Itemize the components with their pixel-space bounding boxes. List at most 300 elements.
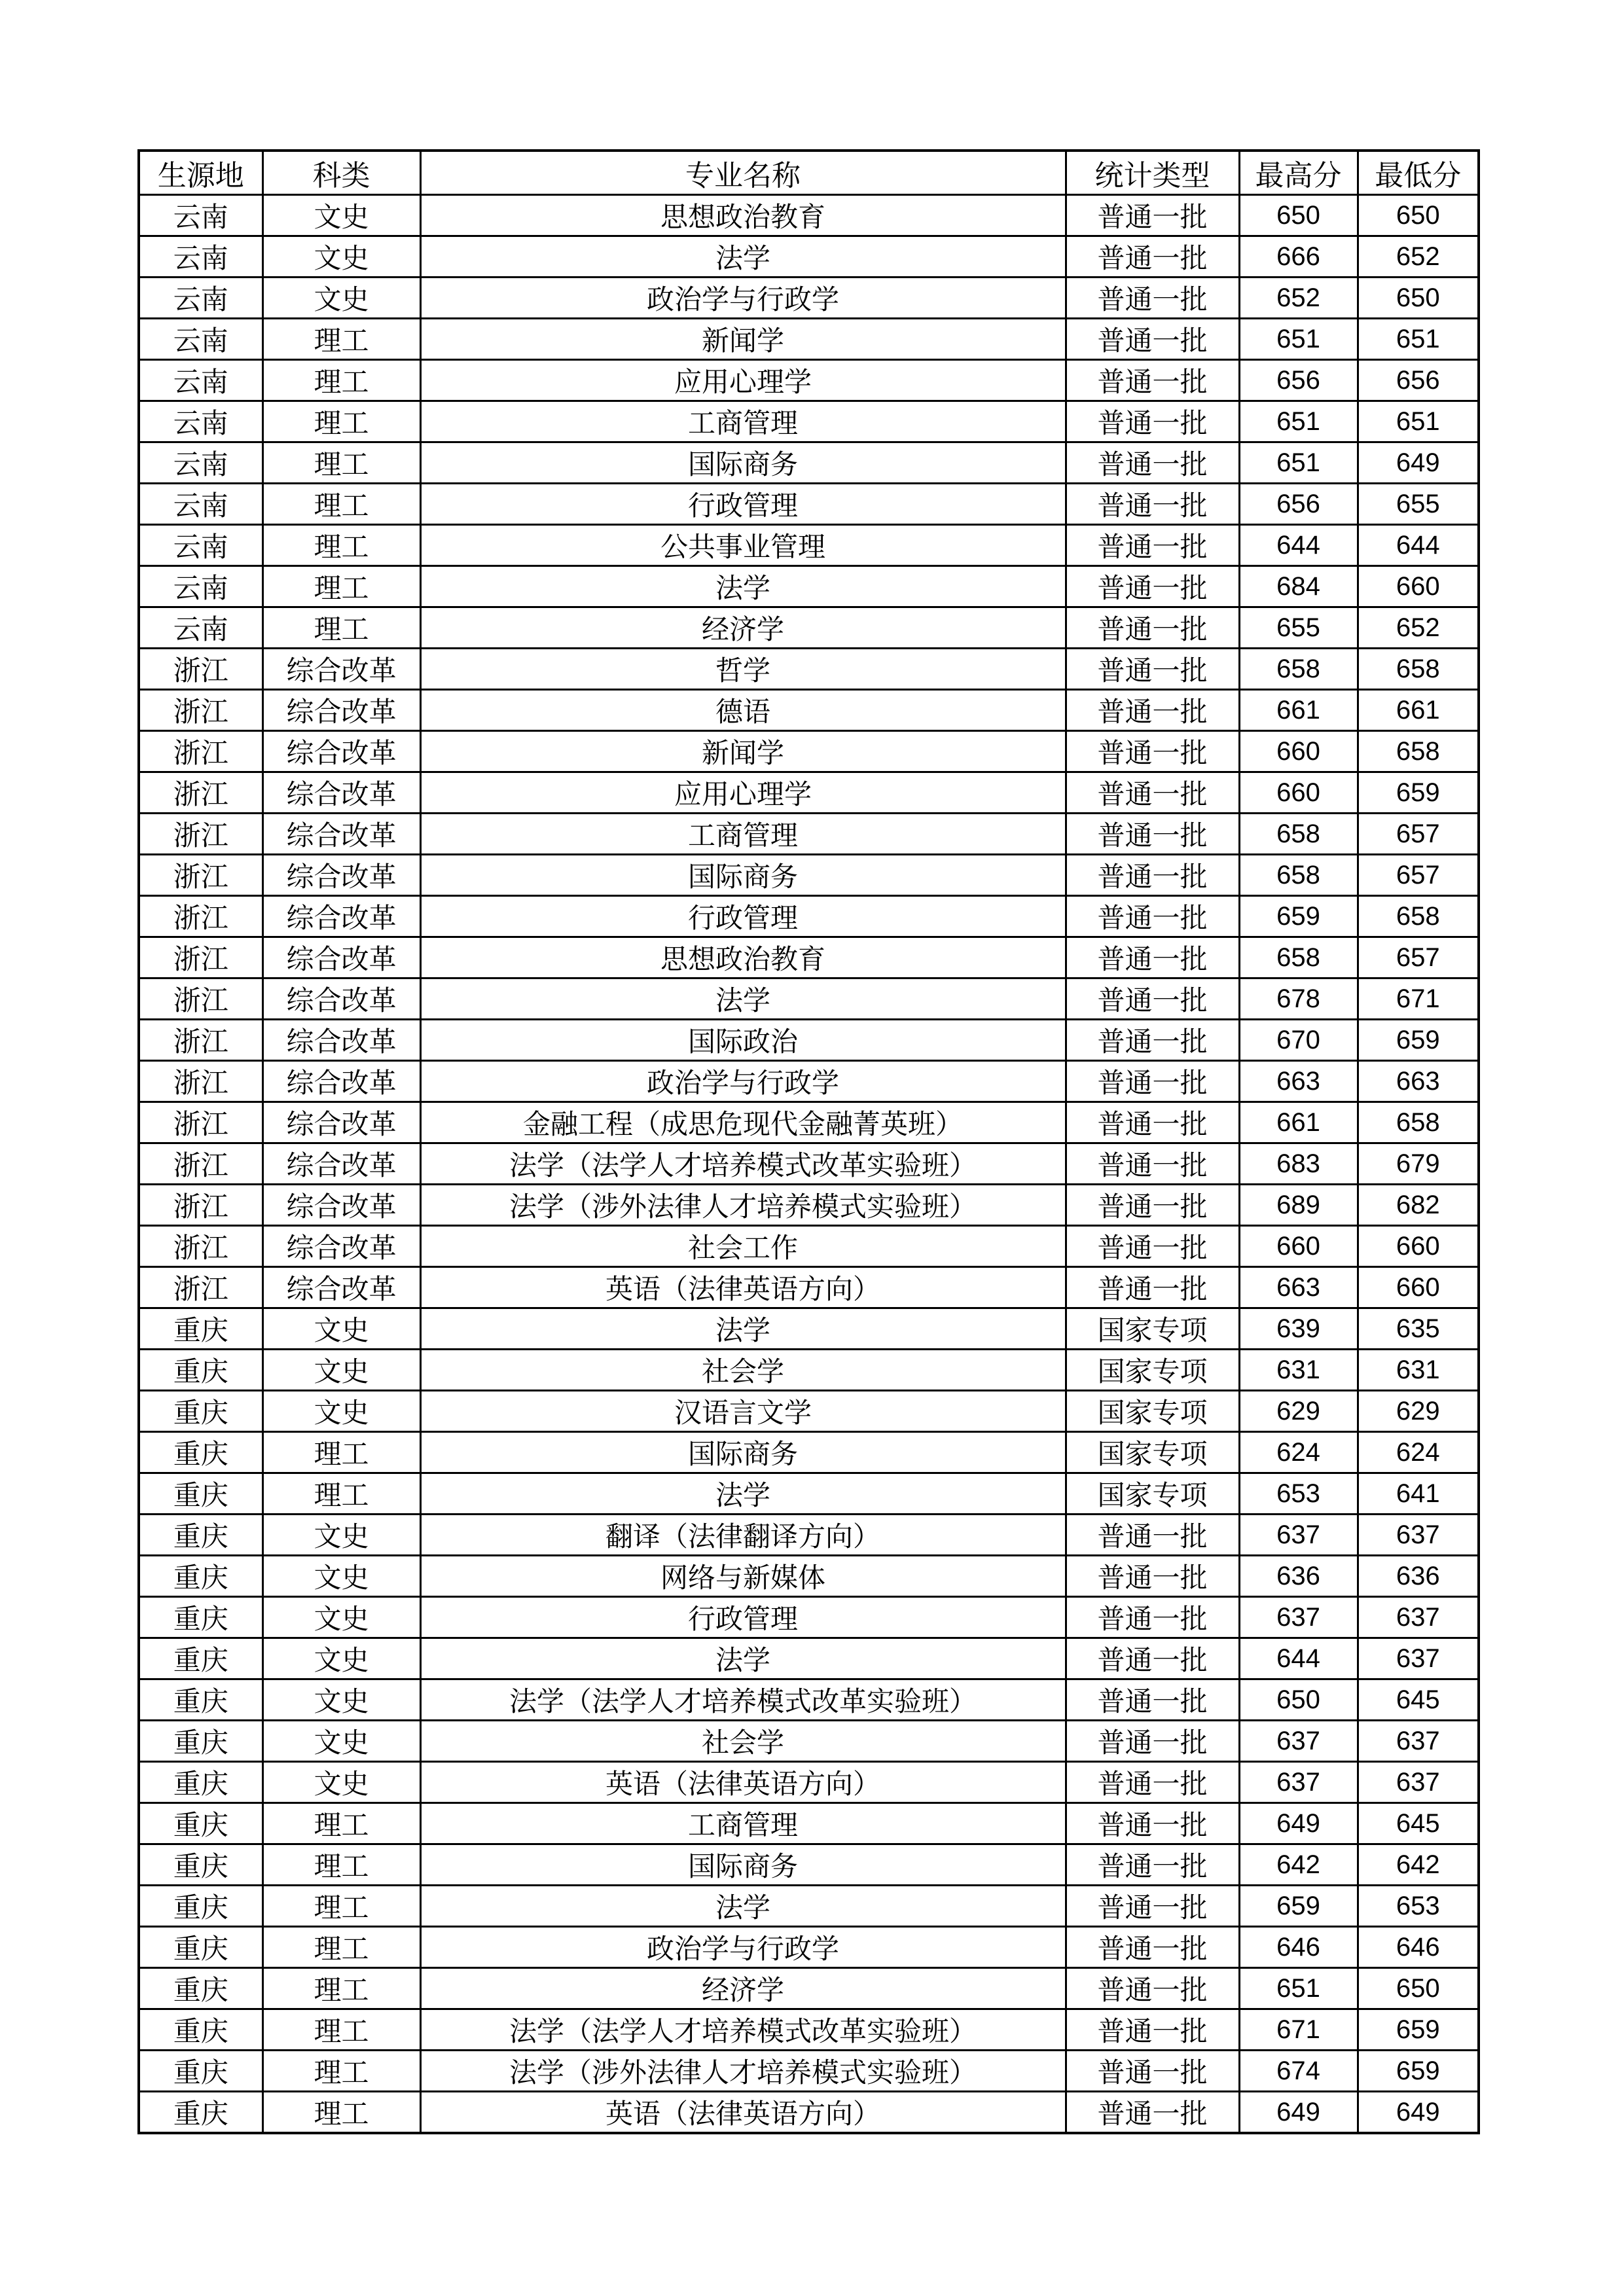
cell-max-score: 651 bbox=[1239, 442, 1358, 484]
cell-batch-type: 普通一批 bbox=[1066, 937, 1239, 978]
cell-batch-type: 普通一批 bbox=[1066, 236, 1239, 278]
cell-batch-type: 普通一批 bbox=[1066, 442, 1239, 484]
cell-min-score: 659 bbox=[1358, 2051, 1479, 2092]
cell-max-score: 660 bbox=[1239, 731, 1358, 772]
table-row bbox=[139, 896, 1479, 937]
cell-origin: 云南 bbox=[139, 319, 262, 360]
cell-category: 综合改革 bbox=[262, 690, 420, 731]
table-row bbox=[139, 1886, 1479, 1927]
cell-origin: 重庆 bbox=[139, 2051, 262, 2092]
cell-max-score: 661 bbox=[1239, 1102, 1358, 1143]
table-row bbox=[139, 442, 1479, 484]
table-row bbox=[139, 1844, 1479, 1886]
cell-origin: 重庆 bbox=[139, 2092, 262, 2134]
cell-major: 经济学 bbox=[420, 607, 1066, 649]
header-category: 科类 bbox=[262, 151, 420, 195]
cell-batch-type: 普通一批 bbox=[1066, 1968, 1239, 2009]
cell-max-score: 670 bbox=[1239, 1020, 1358, 1061]
cell-origin: 浙江 bbox=[139, 690, 262, 731]
cell-category: 文史 bbox=[262, 1556, 420, 1597]
cell-category: 文史 bbox=[262, 1638, 420, 1679]
header-row bbox=[139, 151, 1479, 195]
cell-min-score: 659 bbox=[1358, 772, 1479, 814]
cell-min-score: 624 bbox=[1358, 1432, 1479, 1473]
cell-origin: 重庆 bbox=[139, 1473, 262, 1515]
cell-min-score: 637 bbox=[1358, 1762, 1479, 1803]
cell-min-score: 660 bbox=[1358, 1267, 1479, 1308]
cell-major: 英语（法律英语方向） bbox=[420, 2092, 1066, 2134]
header-batch-type: 统计类型 bbox=[1066, 151, 1239, 195]
cell-origin: 浙江 bbox=[139, 1143, 262, 1185]
cell-max-score: 658 bbox=[1239, 649, 1358, 690]
cell-category: 文史 bbox=[262, 1391, 420, 1432]
cell-major: 政治学与行政学 bbox=[420, 278, 1066, 319]
cell-max-score: 666 bbox=[1239, 236, 1358, 278]
cell-major: 行政管理 bbox=[420, 1597, 1066, 1638]
cell-major: 金融工程（成思危现代金融菁英班） bbox=[420, 1102, 1066, 1143]
cell-category: 理工 bbox=[262, 2092, 420, 2134]
cell-max-score: 671 bbox=[1239, 2009, 1358, 2051]
cell-category: 理工 bbox=[262, 1473, 420, 1515]
cell-min-score: 637 bbox=[1358, 1721, 1479, 1762]
cell-category: 理工 bbox=[262, 1968, 420, 2009]
cell-category: 综合改革 bbox=[262, 1226, 420, 1267]
cell-batch-type: 普通一批 bbox=[1066, 1762, 1239, 1803]
cell-major: 应用心理学 bbox=[420, 772, 1066, 814]
cell-major: 工商管理 bbox=[420, 814, 1066, 855]
cell-category: 理工 bbox=[262, 2051, 420, 2092]
cell-max-score: 674 bbox=[1239, 2051, 1358, 2092]
cell-major: 法学（法学人才培养模式改革实验班） bbox=[420, 1143, 1066, 1185]
cell-min-score: 637 bbox=[1358, 1638, 1479, 1679]
cell-batch-type: 普通一批 bbox=[1066, 1679, 1239, 1721]
cell-major: 国际政治 bbox=[420, 1020, 1066, 1061]
cell-batch-type: 普通一批 bbox=[1066, 814, 1239, 855]
cell-min-score: 671 bbox=[1358, 978, 1479, 1020]
cell-max-score: 637 bbox=[1239, 1721, 1358, 1762]
admission-scores-table bbox=[137, 149, 1480, 2134]
cell-major: 法学 bbox=[420, 1473, 1066, 1515]
cell-max-score: 646 bbox=[1239, 1927, 1358, 1968]
cell-batch-type: 普通一批 bbox=[1066, 1597, 1239, 1638]
cell-max-score: 663 bbox=[1239, 1267, 1358, 1308]
cell-max-score: 642 bbox=[1239, 1844, 1358, 1886]
cell-category: 文史 bbox=[262, 1350, 420, 1391]
table-row bbox=[139, 2051, 1479, 2092]
cell-max-score: 651 bbox=[1239, 319, 1358, 360]
cell-major: 工商管理 bbox=[420, 401, 1066, 442]
cell-major: 新闻学 bbox=[420, 319, 1066, 360]
cell-min-score: 644 bbox=[1358, 525, 1479, 566]
cell-category: 综合改革 bbox=[262, 896, 420, 937]
cell-batch-type: 普通一批 bbox=[1066, 1143, 1239, 1185]
cell-origin: 重庆 bbox=[139, 1886, 262, 1927]
cell-origin: 云南 bbox=[139, 607, 262, 649]
table-row bbox=[139, 978, 1479, 1020]
cell-max-score: 659 bbox=[1239, 1886, 1358, 1927]
table-row bbox=[139, 525, 1479, 566]
cell-major: 法学（涉外法律人才培养模式实验班） bbox=[420, 2051, 1066, 2092]
cell-batch-type: 普通一批 bbox=[1066, 401, 1239, 442]
cell-max-score: 644 bbox=[1239, 1638, 1358, 1679]
cell-category: 综合改革 bbox=[262, 1020, 420, 1061]
cell-max-score: 637 bbox=[1239, 1762, 1358, 1803]
table-row bbox=[139, 772, 1479, 814]
table-row bbox=[139, 1432, 1479, 1473]
cell-max-score: 683 bbox=[1239, 1143, 1358, 1185]
cell-min-score: 650 bbox=[1358, 1968, 1479, 2009]
cell-max-score: 658 bbox=[1239, 855, 1358, 896]
cell-major: 社会工作 bbox=[420, 1226, 1066, 1267]
cell-batch-type: 普通一批 bbox=[1066, 978, 1239, 1020]
table-row bbox=[139, 1638, 1479, 1679]
cell-category: 理工 bbox=[262, 1803, 420, 1844]
cell-origin: 重庆 bbox=[139, 1597, 262, 1638]
cell-major: 法学（涉外法律人才培养模式实验班） bbox=[420, 1185, 1066, 1226]
cell-batch-type: 国家专项 bbox=[1066, 1473, 1239, 1515]
cell-category: 文史 bbox=[262, 236, 420, 278]
cell-major: 英语（法律英语方向） bbox=[420, 1267, 1066, 1308]
cell-min-score: 646 bbox=[1358, 1927, 1479, 1968]
cell-origin: 重庆 bbox=[139, 1350, 262, 1391]
cell-max-score: 663 bbox=[1239, 1061, 1358, 1102]
cell-major: 哲学 bbox=[420, 649, 1066, 690]
table-row bbox=[139, 360, 1479, 401]
cell-category: 综合改革 bbox=[262, 1143, 420, 1185]
cell-max-score: 661 bbox=[1239, 690, 1358, 731]
cell-min-score: 645 bbox=[1358, 1679, 1479, 1721]
cell-min-score: 658 bbox=[1358, 731, 1479, 772]
cell-origin: 重庆 bbox=[139, 1721, 262, 1762]
cell-batch-type: 普通一批 bbox=[1066, 566, 1239, 607]
cell-category: 文史 bbox=[262, 278, 420, 319]
cell-origin: 重庆 bbox=[139, 1308, 262, 1350]
cell-origin: 云南 bbox=[139, 442, 262, 484]
table-row bbox=[139, 731, 1479, 772]
cell-major: 法学 bbox=[420, 236, 1066, 278]
cell-major: 社会学 bbox=[420, 1721, 1066, 1762]
cell-origin: 重庆 bbox=[139, 1432, 262, 1473]
cell-origin: 云南 bbox=[139, 236, 262, 278]
cell-origin: 浙江 bbox=[139, 937, 262, 978]
table-row bbox=[139, 1226, 1479, 1267]
cell-major: 经济学 bbox=[420, 1968, 1066, 2009]
table-row bbox=[139, 319, 1479, 360]
cell-batch-type: 普通一批 bbox=[1066, 319, 1239, 360]
cell-major: 翻译（法律翻译方向） bbox=[420, 1515, 1066, 1556]
cell-max-score: 624 bbox=[1239, 1432, 1358, 1473]
cell-major: 国际商务 bbox=[420, 442, 1066, 484]
cell-category: 综合改革 bbox=[262, 814, 420, 855]
cell-origin: 云南 bbox=[139, 401, 262, 442]
cell-batch-type: 国家专项 bbox=[1066, 1391, 1239, 1432]
table-row bbox=[139, 649, 1479, 690]
cell-min-score: 649 bbox=[1358, 442, 1479, 484]
cell-major: 国际商务 bbox=[420, 1432, 1066, 1473]
cell-major: 法学 bbox=[420, 1308, 1066, 1350]
cell-major: 政治学与行政学 bbox=[420, 1061, 1066, 1102]
header-min-score: 最低分 bbox=[1358, 151, 1479, 195]
cell-batch-type: 普通一批 bbox=[1066, 195, 1239, 236]
cell-min-score: 656 bbox=[1358, 360, 1479, 401]
cell-max-score: 650 bbox=[1239, 195, 1358, 236]
cell-category: 理工 bbox=[262, 2009, 420, 2051]
table-row bbox=[139, 236, 1479, 278]
cell-max-score: 636 bbox=[1239, 1556, 1358, 1597]
cell-min-score: 657 bbox=[1358, 855, 1479, 896]
cell-origin: 浙江 bbox=[139, 855, 262, 896]
table-row bbox=[139, 1020, 1479, 1061]
cell-min-score: 660 bbox=[1358, 566, 1479, 607]
cell-min-score: 655 bbox=[1358, 484, 1479, 525]
cell-batch-type: 普通一批 bbox=[1066, 1927, 1239, 1968]
cell-min-score: 651 bbox=[1358, 319, 1479, 360]
cell-min-score: 649 bbox=[1358, 2092, 1479, 2134]
cell-category: 综合改革 bbox=[262, 1102, 420, 1143]
cell-category: 理工 bbox=[262, 607, 420, 649]
cell-origin: 浙江 bbox=[139, 1061, 262, 1102]
cell-min-score: 642 bbox=[1358, 1844, 1479, 1886]
table-row bbox=[139, 1185, 1479, 1226]
cell-major: 政治学与行政学 bbox=[420, 1927, 1066, 1968]
cell-category: 综合改革 bbox=[262, 1267, 420, 1308]
cell-min-score: 659 bbox=[1358, 2009, 1479, 2051]
cell-batch-type: 普通一批 bbox=[1066, 1844, 1239, 1886]
cell-origin: 浙江 bbox=[139, 1102, 262, 1143]
table-row bbox=[139, 1391, 1479, 1432]
table-row bbox=[139, 278, 1479, 319]
cell-max-score: 651 bbox=[1239, 1968, 1358, 2009]
cell-batch-type: 普通一批 bbox=[1066, 525, 1239, 566]
cell-max-score: 660 bbox=[1239, 1226, 1358, 1267]
cell-major: 法学（法学人才培养模式改革实验班） bbox=[420, 2009, 1066, 2051]
cell-max-score: 659 bbox=[1239, 896, 1358, 937]
cell-category: 理工 bbox=[262, 525, 420, 566]
cell-major: 社会学 bbox=[420, 1350, 1066, 1391]
cell-origin: 重庆 bbox=[139, 1679, 262, 1721]
cell-origin: 重庆 bbox=[139, 1927, 262, 1968]
cell-category: 综合改革 bbox=[262, 855, 420, 896]
cell-max-score: 639 bbox=[1239, 1308, 1358, 1350]
cell-max-score: 637 bbox=[1239, 1597, 1358, 1638]
table-row bbox=[139, 1473, 1479, 1515]
cell-max-score: 652 bbox=[1239, 278, 1358, 319]
cell-max-score: 656 bbox=[1239, 360, 1358, 401]
cell-batch-type: 普通一批 bbox=[1066, 2009, 1239, 2051]
table-row bbox=[139, 401, 1479, 442]
cell-batch-type: 普通一批 bbox=[1066, 1638, 1239, 1679]
cell-min-score: 661 bbox=[1358, 690, 1479, 731]
table-row bbox=[139, 690, 1479, 731]
cell-batch-type: 普通一批 bbox=[1066, 649, 1239, 690]
cell-batch-type: 普通一批 bbox=[1066, 896, 1239, 937]
cell-major: 国际商务 bbox=[420, 855, 1066, 896]
cell-batch-type: 普通一批 bbox=[1066, 1803, 1239, 1844]
cell-major: 汉语言文学 bbox=[420, 1391, 1066, 1432]
cell-origin: 浙江 bbox=[139, 772, 262, 814]
table-row bbox=[139, 855, 1479, 896]
cell-origin: 云南 bbox=[139, 566, 262, 607]
cell-origin: 重庆 bbox=[139, 1844, 262, 1886]
cell-origin: 浙江 bbox=[139, 1185, 262, 1226]
cell-min-score: 651 bbox=[1358, 401, 1479, 442]
cell-origin: 浙江 bbox=[139, 896, 262, 937]
table-row bbox=[139, 195, 1479, 236]
cell-min-score: 658 bbox=[1358, 1102, 1479, 1143]
cell-max-score: 650 bbox=[1239, 1679, 1358, 1721]
cell-origin: 浙江 bbox=[139, 814, 262, 855]
cell-origin: 云南 bbox=[139, 195, 262, 236]
cell-min-score: 657 bbox=[1358, 937, 1479, 978]
cell-category: 文史 bbox=[262, 195, 420, 236]
cell-major: 新闻学 bbox=[420, 731, 1066, 772]
cell-batch-type: 普通一批 bbox=[1066, 1226, 1239, 1267]
cell-origin: 云南 bbox=[139, 278, 262, 319]
cell-batch-type: 普通一批 bbox=[1066, 278, 1239, 319]
cell-min-score: 660 bbox=[1358, 1226, 1479, 1267]
cell-category: 理工 bbox=[262, 566, 420, 607]
cell-major: 法学 bbox=[420, 566, 1066, 607]
cell-major: 思想政治教育 bbox=[420, 937, 1066, 978]
table-row bbox=[139, 1267, 1479, 1308]
cell-category: 文史 bbox=[262, 1308, 420, 1350]
table-row bbox=[139, 1721, 1479, 1762]
cell-batch-type: 普通一批 bbox=[1066, 360, 1239, 401]
cell-min-score: 659 bbox=[1358, 1020, 1479, 1061]
table-row bbox=[139, 1102, 1479, 1143]
table-row bbox=[139, 607, 1479, 649]
cell-batch-type: 国家专项 bbox=[1066, 1308, 1239, 1350]
cell-major: 行政管理 bbox=[420, 484, 1066, 525]
table-row bbox=[139, 484, 1479, 525]
table-row bbox=[139, 1968, 1479, 2009]
cell-major: 公共事业管理 bbox=[420, 525, 1066, 566]
cell-batch-type: 普通一批 bbox=[1066, 1267, 1239, 1308]
cell-min-score: 682 bbox=[1358, 1185, 1479, 1226]
cell-origin: 浙江 bbox=[139, 1020, 262, 1061]
cell-max-score: 649 bbox=[1239, 1803, 1358, 1844]
cell-origin: 重庆 bbox=[139, 1391, 262, 1432]
cell-batch-type: 普通一批 bbox=[1066, 690, 1239, 731]
cell-batch-type: 普通一批 bbox=[1066, 1020, 1239, 1061]
cell-max-score: 656 bbox=[1239, 484, 1358, 525]
cell-max-score: 689 bbox=[1239, 1185, 1358, 1226]
cell-min-score: 650 bbox=[1358, 195, 1479, 236]
cell-major: 国际商务 bbox=[420, 1844, 1066, 1886]
cell-min-score: 663 bbox=[1358, 1061, 1479, 1102]
table-row bbox=[139, 1803, 1479, 1844]
cell-batch-type: 普通一批 bbox=[1066, 731, 1239, 772]
cell-max-score: 653 bbox=[1239, 1473, 1358, 1515]
cell-category: 理工 bbox=[262, 1432, 420, 1473]
cell-batch-type: 普通一批 bbox=[1066, 1102, 1239, 1143]
cell-origin: 重庆 bbox=[139, 2009, 262, 2051]
cell-min-score: 653 bbox=[1358, 1886, 1479, 1927]
cell-max-score: 658 bbox=[1239, 937, 1358, 978]
cell-category: 理工 bbox=[262, 1927, 420, 1968]
cell-origin: 云南 bbox=[139, 360, 262, 401]
cell-max-score: 684 bbox=[1239, 566, 1358, 607]
cell-min-score: 635 bbox=[1358, 1308, 1479, 1350]
cell-origin: 重庆 bbox=[139, 1803, 262, 1844]
cell-min-score: 645 bbox=[1358, 1803, 1479, 1844]
cell-min-score: 636 bbox=[1358, 1556, 1479, 1597]
table-row bbox=[139, 2092, 1479, 2134]
cell-batch-type: 普通一批 bbox=[1066, 1061, 1239, 1102]
cell-batch-type: 普通一批 bbox=[1066, 1721, 1239, 1762]
cell-category: 综合改革 bbox=[262, 1061, 420, 1102]
cell-major: 法学 bbox=[420, 1886, 1066, 1927]
cell-batch-type: 普通一批 bbox=[1066, 1185, 1239, 1226]
cell-category: 综合改革 bbox=[262, 649, 420, 690]
cell-category: 理工 bbox=[262, 360, 420, 401]
cell-max-score: 651 bbox=[1239, 401, 1358, 442]
cell-max-score: 678 bbox=[1239, 978, 1358, 1020]
cell-major: 法学 bbox=[420, 1638, 1066, 1679]
cell-min-score: 629 bbox=[1358, 1391, 1479, 1432]
table-row bbox=[139, 814, 1479, 855]
cell-batch-type: 国家专项 bbox=[1066, 1350, 1239, 1391]
cell-min-score: 658 bbox=[1358, 649, 1479, 690]
cell-min-score: 650 bbox=[1358, 278, 1479, 319]
table-row bbox=[139, 1556, 1479, 1597]
cell-category: 综合改革 bbox=[262, 937, 420, 978]
cell-major: 英语（法律英语方向） bbox=[420, 1762, 1066, 1803]
cell-category: 理工 bbox=[262, 484, 420, 525]
cell-major: 应用心理学 bbox=[420, 360, 1066, 401]
cell-origin: 云南 bbox=[139, 484, 262, 525]
table-row bbox=[139, 566, 1479, 607]
cell-category: 理工 bbox=[262, 319, 420, 360]
cell-major: 网络与新媒体 bbox=[420, 1556, 1066, 1597]
cell-max-score: 637 bbox=[1239, 1515, 1358, 1556]
cell-batch-type: 普通一批 bbox=[1066, 855, 1239, 896]
cell-batch-type: 普通一批 bbox=[1066, 1886, 1239, 1927]
cell-min-score: 657 bbox=[1358, 814, 1479, 855]
cell-category: 文史 bbox=[262, 1597, 420, 1638]
cell-origin: 重庆 bbox=[139, 1968, 262, 2009]
cell-origin: 重庆 bbox=[139, 1638, 262, 1679]
cell-min-score: 631 bbox=[1358, 1350, 1479, 1391]
cell-category: 理工 bbox=[262, 1886, 420, 1927]
cell-origin: 浙江 bbox=[139, 1267, 262, 1308]
cell-origin: 云南 bbox=[139, 525, 262, 566]
cell-origin: 浙江 bbox=[139, 978, 262, 1020]
table-row bbox=[139, 1679, 1479, 1721]
cell-major: 行政管理 bbox=[420, 896, 1066, 937]
cell-category: 综合改革 bbox=[262, 731, 420, 772]
header-major: 专业名称 bbox=[420, 151, 1066, 195]
table-row bbox=[139, 1762, 1479, 1803]
cell-major: 工商管理 bbox=[420, 1803, 1066, 1844]
cell-min-score: 637 bbox=[1358, 1515, 1479, 1556]
cell-batch-type: 普通一批 bbox=[1066, 2092, 1239, 2134]
table-row bbox=[139, 1927, 1479, 1968]
cell-batch-type: 国家专项 bbox=[1066, 1432, 1239, 1473]
cell-origin: 浙江 bbox=[139, 649, 262, 690]
cell-batch-type: 普通一批 bbox=[1066, 1556, 1239, 1597]
cell-batch-type: 普通一批 bbox=[1066, 2051, 1239, 2092]
cell-origin: 重庆 bbox=[139, 1762, 262, 1803]
cell-min-score: 652 bbox=[1358, 236, 1479, 278]
cell-category: 文史 bbox=[262, 1515, 420, 1556]
cell-category: 理工 bbox=[262, 401, 420, 442]
cell-max-score: 660 bbox=[1239, 772, 1358, 814]
header-origin: 生源地 bbox=[139, 151, 262, 195]
cell-origin: 重庆 bbox=[139, 1556, 262, 1597]
header-max-score: 最高分 bbox=[1239, 151, 1358, 195]
cell-max-score: 658 bbox=[1239, 814, 1358, 855]
